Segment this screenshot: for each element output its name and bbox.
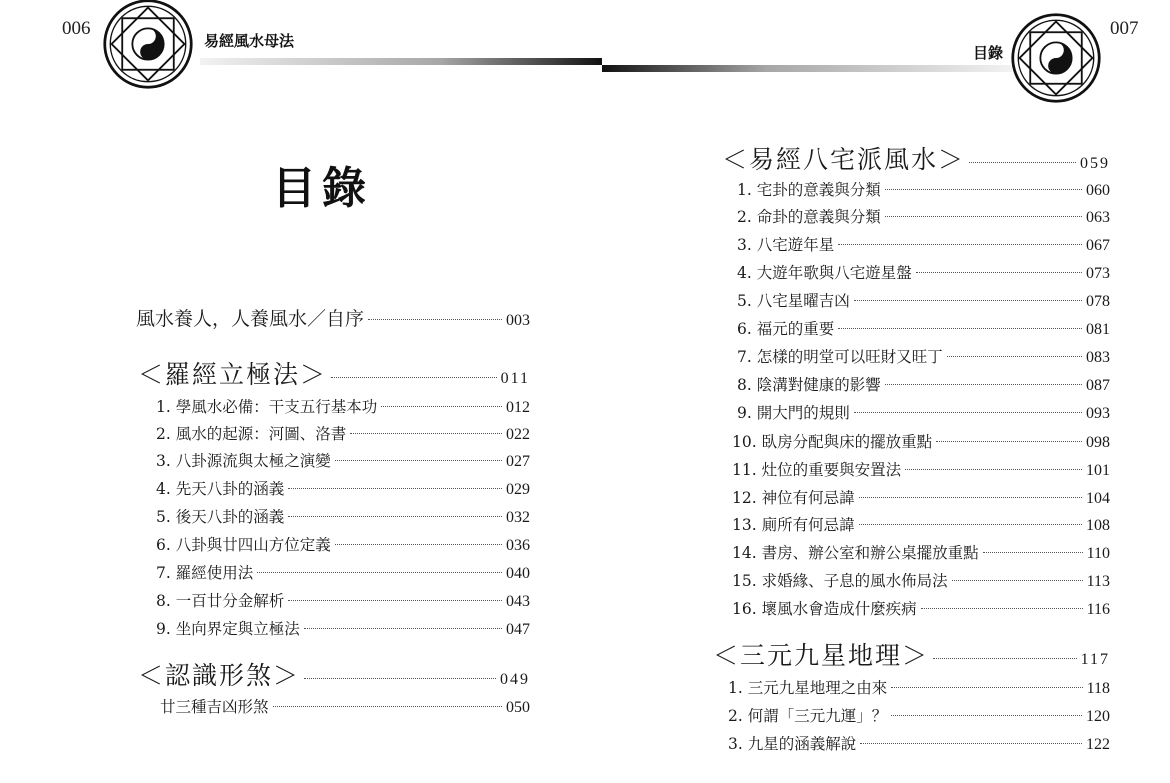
toc-entry: 8. 一百廿分金解析 043	[156, 592, 530, 610]
toc-entry: 16. 壞風水會造成什麼疾病 116	[732, 600, 1110, 618]
toc-entry: 14. 書房、辦公室和辦公桌擺放重點 110	[732, 544, 1110, 562]
toc-entry: 15. 求婚緣、子息的風水佈局法 113	[732, 572, 1110, 590]
toc-entry: 6. 八卦與廿四山方位定義 036	[156, 536, 530, 554]
toc-entry: 9. 坐向界定與立極法 047	[156, 620, 530, 638]
toc-entry: 5. 後天八卦的涵義 032	[156, 508, 530, 526]
toc-entry: 9. 開大門的規則 093	[737, 404, 1110, 422]
toc-entry: 7. 怎樣的明堂可以旺財又旺丁 083	[737, 348, 1110, 366]
toc-entry: 5. 八宅星曜吉凶 078	[737, 292, 1110, 310]
toc-entry: 2. 命卦的意義與分類 063	[737, 208, 1110, 226]
toc-section-heading: ＜羅經立極法＞ 011	[138, 360, 530, 389]
toc-section-heading: ＜三元九星地理＞ 117	[713, 641, 1110, 670]
toc-entry: 2. 何謂「三元九運」？ 120	[728, 707, 1110, 725]
right-page-number: 007	[1110, 18, 1139, 39]
bagua-seal-icon	[102, 0, 194, 90]
toc-entry: 10. 臥房分配與床的擺放重點 098	[732, 433, 1110, 451]
toc-entry: 11. 灶位的重要與安置法 101	[732, 461, 1110, 479]
toc-section-heading: ＜認識形煞＞ 049	[138, 661, 530, 690]
header-rule-right	[602, 65, 1012, 72]
toc-entry: 4. 大遊年歌與八宅遊星盤 073	[737, 264, 1110, 282]
toc-entry: 4. 先天八卦的涵義 029	[156, 480, 530, 498]
toc-entry: 1. 宅卦的意義與分類 060	[737, 181, 1110, 199]
toc-entry: 2. 風水的起源：河圖、洛書 022	[156, 425, 530, 443]
toc-entry: 1. 三元九星地理之由來 118	[728, 679, 1110, 697]
toc-entry: 3. 八宅遊年星 067	[737, 236, 1110, 254]
toc-entry: 13. 廁所有何忌諱 108	[732, 516, 1110, 534]
toc-entry: 7. 羅經使用法 040	[156, 564, 530, 582]
header-rule-left	[200, 58, 602, 65]
left-page-number: 006	[62, 18, 91, 39]
toc-entry: 3. 八卦源流與太極之演變 027	[156, 452, 530, 470]
toc-entry-preface: 風水養人，人養風水／自序 003	[136, 308, 530, 330]
toc-entry: 12. 神位有何忌諱 104	[732, 489, 1110, 507]
bagua-seal-icon	[1010, 12, 1102, 104]
toc-entry: 6. 福元的重要 081	[737, 320, 1110, 338]
toc-entry: 廿三種吉凶形煞 050	[160, 698, 530, 716]
toc-entry: 3. 九星的涵義解說 122	[728, 735, 1110, 753]
toc-title: 目錄	[272, 163, 372, 214]
toc-section-heading: ＜易經八宅派風水＞ 059	[722, 145, 1110, 174]
book-title: 易經風水母法	[204, 32, 295, 50]
toc-entry: 1. 學風水必備：干支五行基本功 012	[156, 398, 530, 416]
toc-entry: 8. 陰溝對健康的影響 087	[737, 376, 1110, 394]
chapter-title: 目錄	[973, 44, 1004, 62]
